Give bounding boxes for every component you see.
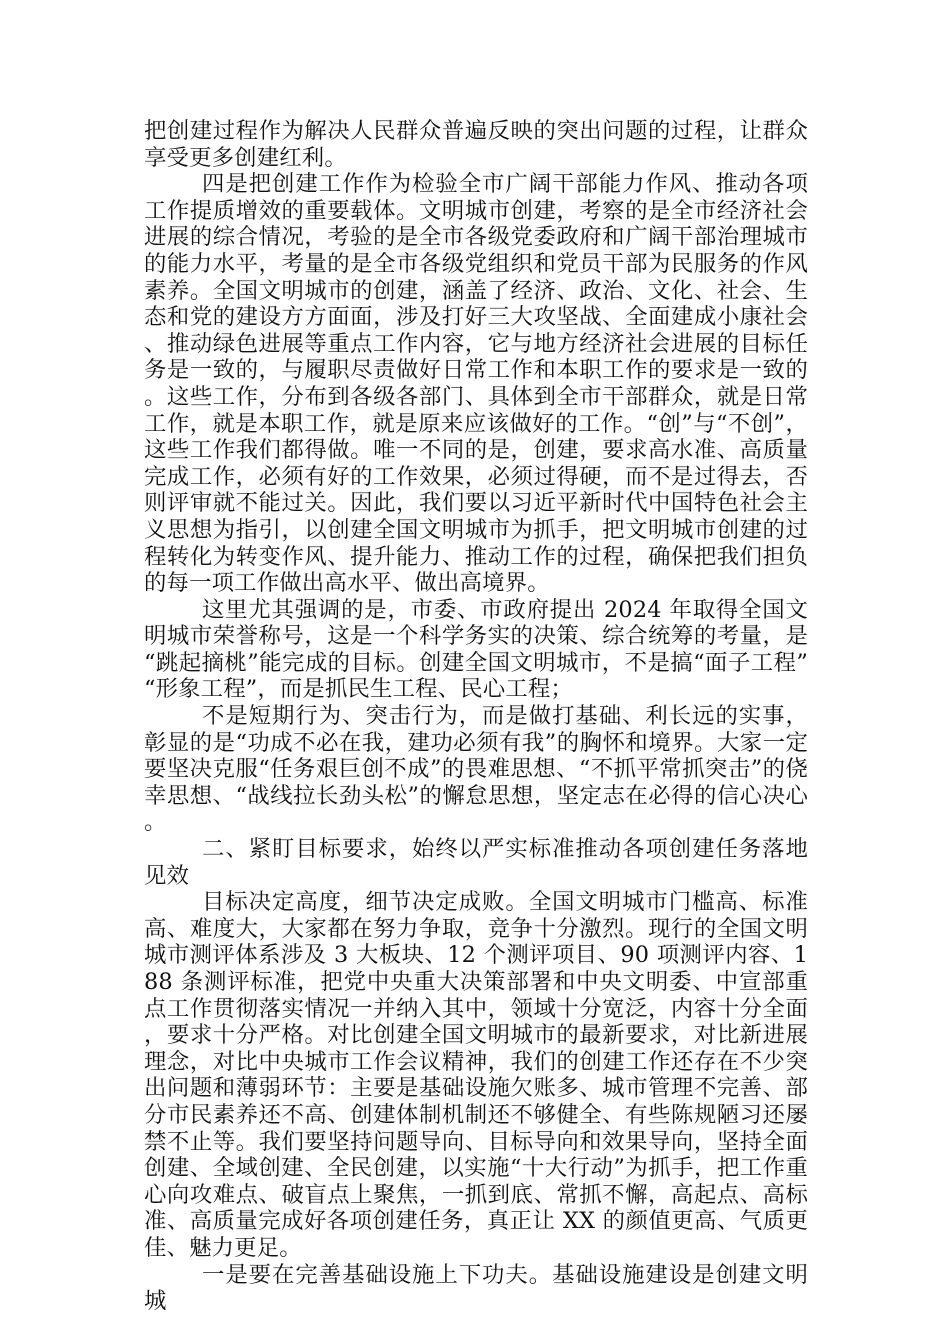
paragraph-2: 四是把创建工作作为检验全市广阔干部能力作风、推动各项工作提质增效的重要载体。文明城市创建，考察的是全市经济社会进展的综合情况，考验的是全市各级党委政府和广阔干部治理城市的能力水平，考量的是全市各级党组织和党员干部为民服务的作风素养。全国文明城市的创建，涵盖了经济、政治、文化、社会、生态和党的建设方方面面，涉及打好三大攻坚战、全面建成小康社会、推动绿色进展等重点工作内容，它与地方经济社会进展的目标任务是一致的，与履职尽责做好日常工作和本职工作的要求是一致的。这些工作，分布到各级各部门、具体到全市干部群众，就是日常工作，就是本职工作，就是原来应该做好的工作。“创”与“不创”，这些工作我们都得做。唯一不同的是，创建，要求高水准、高质量完成工作，必须有好的工作效果，必须过得硬，而不是过得去，否则评审就不能过关。因此，我们要以习近平新时代中国特色社会主义思想为指引，以创建全国文明城市为抓手，把文明城市创建的过程转化为转变作风、提升能力、推动工作的过程，确保把我们担负的每一项工作做出高水平、做出高境界。: [144, 171, 808, 597]
paragraph-4: 不是短期行为、突击行为，而是做打基础、利长远的实事，彰显的是“功成不必在我，建功必须有我”的胸怀和境界。大家一定要坚决克服“任务艰巨创不成”的畏难思想、“不抓平常抓突击”的侥幸思想、“战线拉长劲头松”的懈怠思想，坚定志在必得的信心决心。: [144, 703, 808, 836]
section-heading-2: 二、紧盯目标要求，始终以严实标准推动各项创建任务落地见效: [144, 836, 808, 889]
paragraph-1: 把创建过程作为解决人民群众普遍反映的突出问题的过程，让群众享受更多创建红利。: [144, 118, 808, 171]
document-body: [144, 118, 808, 1315]
paragraph-5: 目标决定高度，细节决定成败。全国文明城市门槛高、标准高、难度大，大家都在努力争取，竞争十分激烈。现行的全国文明城市测评体系涉及 3 大板块、12 个测评项目、90 项测评内容、188 条测评标准，把党中央重大决策部署和中央文明委、中宣部重点工作贯彻落实情况一并纳入其中，领域十分宽泛，内容十分全面，要求十分严格。对比创建全国文明城市的最新要求，对比新进展理念，对比中央城市工作会议精神，我们的创建工作还存在不少突出问题和薄弱环节：主要是基础设施欠账多、城市管理不完善、部分市民素养还不高、创建体制机制还不够健全、有些陈规陋习还屡禁不止等。我们要坚持问题导向、目标导向和效果导向，坚持全面创建、全域创建、全民创建，以实施“十大行动”为抓手，把工作重心向攻难点、破盲点上聚焦，一抓到底、常抓不懈，高起点、高标准、高质量完成好各项创建任务，真正让 XX 的颜值更高、气质更佳、魅力更足。: [144, 889, 808, 1261]
paragraph-6: 一是要在完善基础设施上下功夫。基础设施建设是创建文明城: [144, 1261, 808, 1315]
paragraph-3: 这里尤其强调的是，市委、市政府提出 2024 年取得全国文明城市荣誉称号，这是一个科学务实的决策、综合统筹的考量，是“跳起摘桃”能完成的目标。创建全国文明城市，不是搞“面子工程”“形象工程”，而是抓民生工程、民心工程；: [144, 596, 808, 703]
